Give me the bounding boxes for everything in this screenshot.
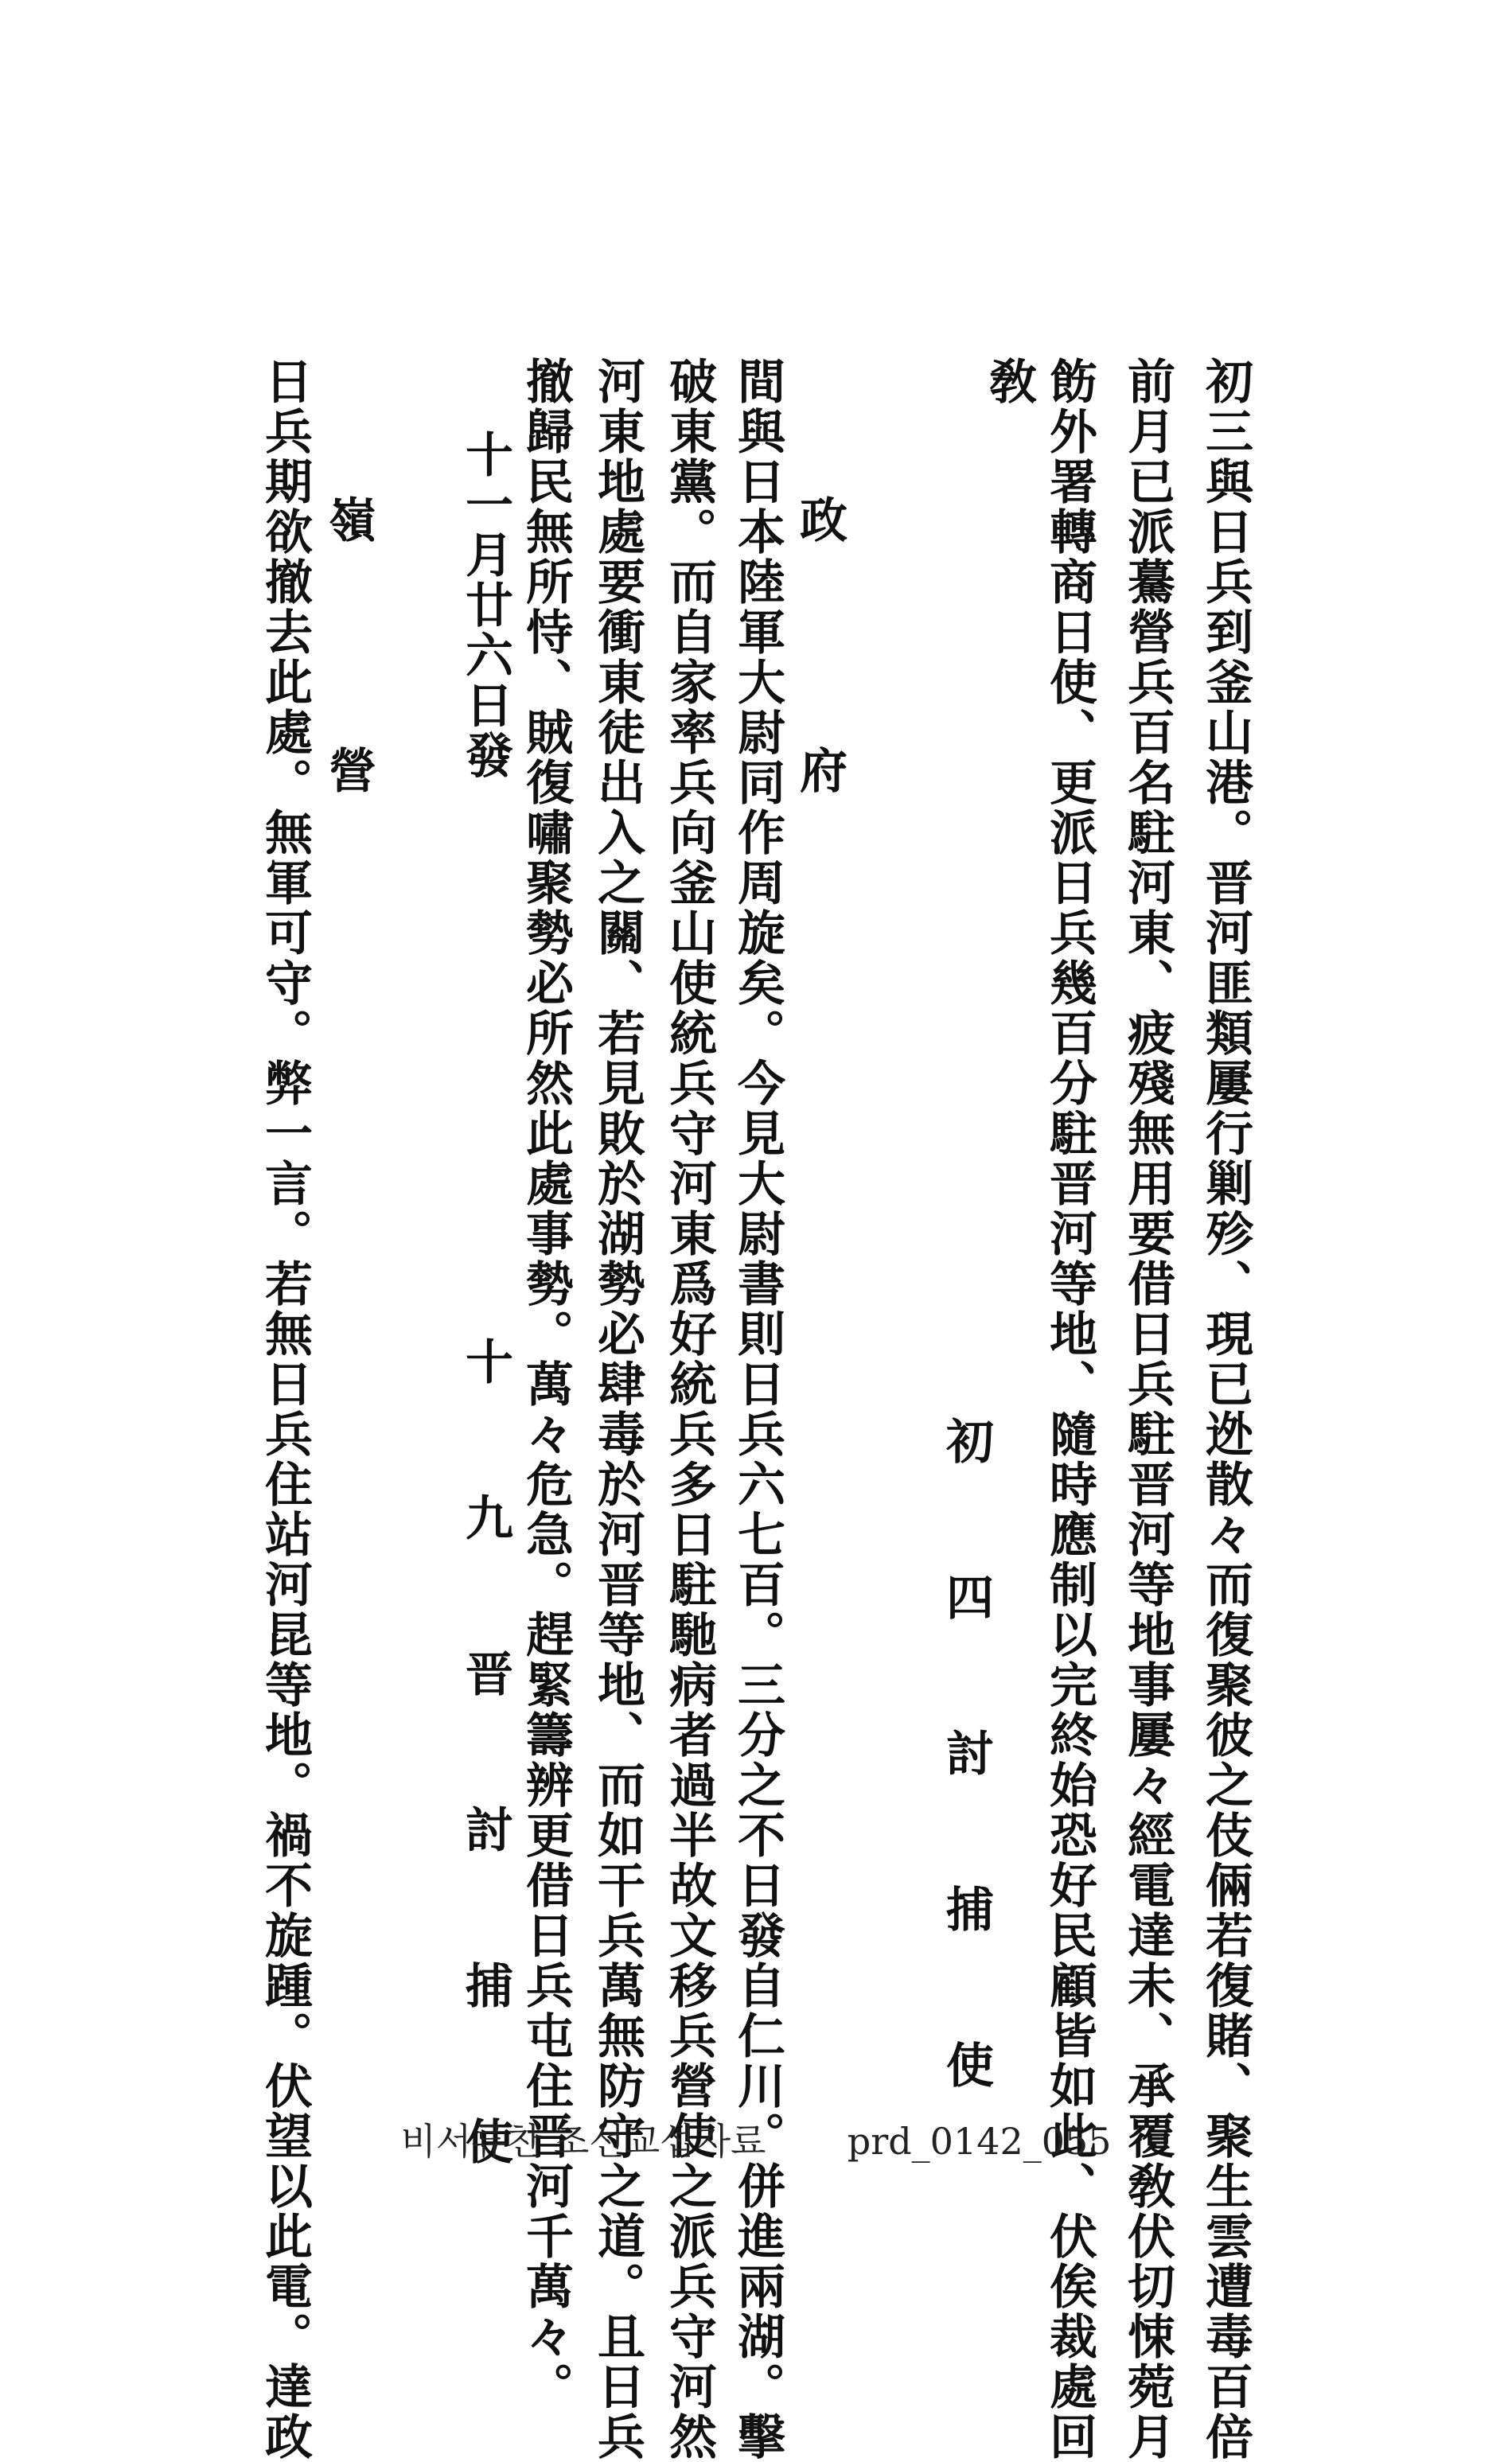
text-column-9: 日兵期欲撤去此處。無軍可守。弊一言。若無日兵住站河昆等地。禍不旋踵。伏望以此電。達政: [257, 356, 313, 2462]
footer-collection-title: 비서류찬 조선교섭자료: [400, 2120, 766, 2163]
text-column-3: 飭外署轉商日使、更派日兵幾百分駐晋河等地、隨時應制以完終始恐好民顧皆如此、伏俟裁處回: [1042, 356, 1097, 2462]
text-column-2: 前月已派驀營兵百名駐河東、疲殘無用要借日兵駐晋河等地事屢々經電達未、承覆敎伏切悚菀月: [1120, 356, 1175, 2462]
text-column-5: 間與日本陸軍大尉同作周旋矣。今見大尉書則日兵六七百。三分之不日發自仁川。併進兩湖。擊: [730, 356, 785, 2462]
text-column-8: 撤歸民無所恃、賊復嘯聚勢必所然此處事勢。萬々危急。趕緊籌辨更借日兵屯住晋河千萬々。: [518, 356, 574, 2412]
sender-heading-chosa: 初 四 討 捕 使: [938, 1416, 994, 2118]
text-column-7: 河東地處要衝東徒出入之關、若見敗於湖勢必肆毒於河晋等地、而如干兵萬無防守之道。且日兵: [590, 356, 645, 2462]
recipient-heading-yeongyeong: 嶺 營: [321, 495, 376, 829]
footer-document-code: prd_0142_055: [847, 2120, 1112, 2163]
page-footer: [0, 2113, 1512, 2165]
text-column-1: 初三與日兵到釜山港。晋河匪類屢行剿殄、現已迯散々而復聚彼之伎倆若復賭、聚生雲遭毒百倍: [1198, 356, 1253, 2462]
recipient-heading-government: 政 府: [792, 495, 848, 829]
text-column-4: 敎: [981, 356, 1037, 407]
sender-heading-jinju: 十 九 晋 討 捕 使: [458, 1337, 513, 2195]
date-line: 十一月廿六日發: [458, 430, 513, 781]
text-column-6: 破東黨。而自家率兵向釜山使統兵守河東爲好統兵多日駐馳病者過半故文移兵營使之派兵守河然: [661, 356, 717, 2462]
